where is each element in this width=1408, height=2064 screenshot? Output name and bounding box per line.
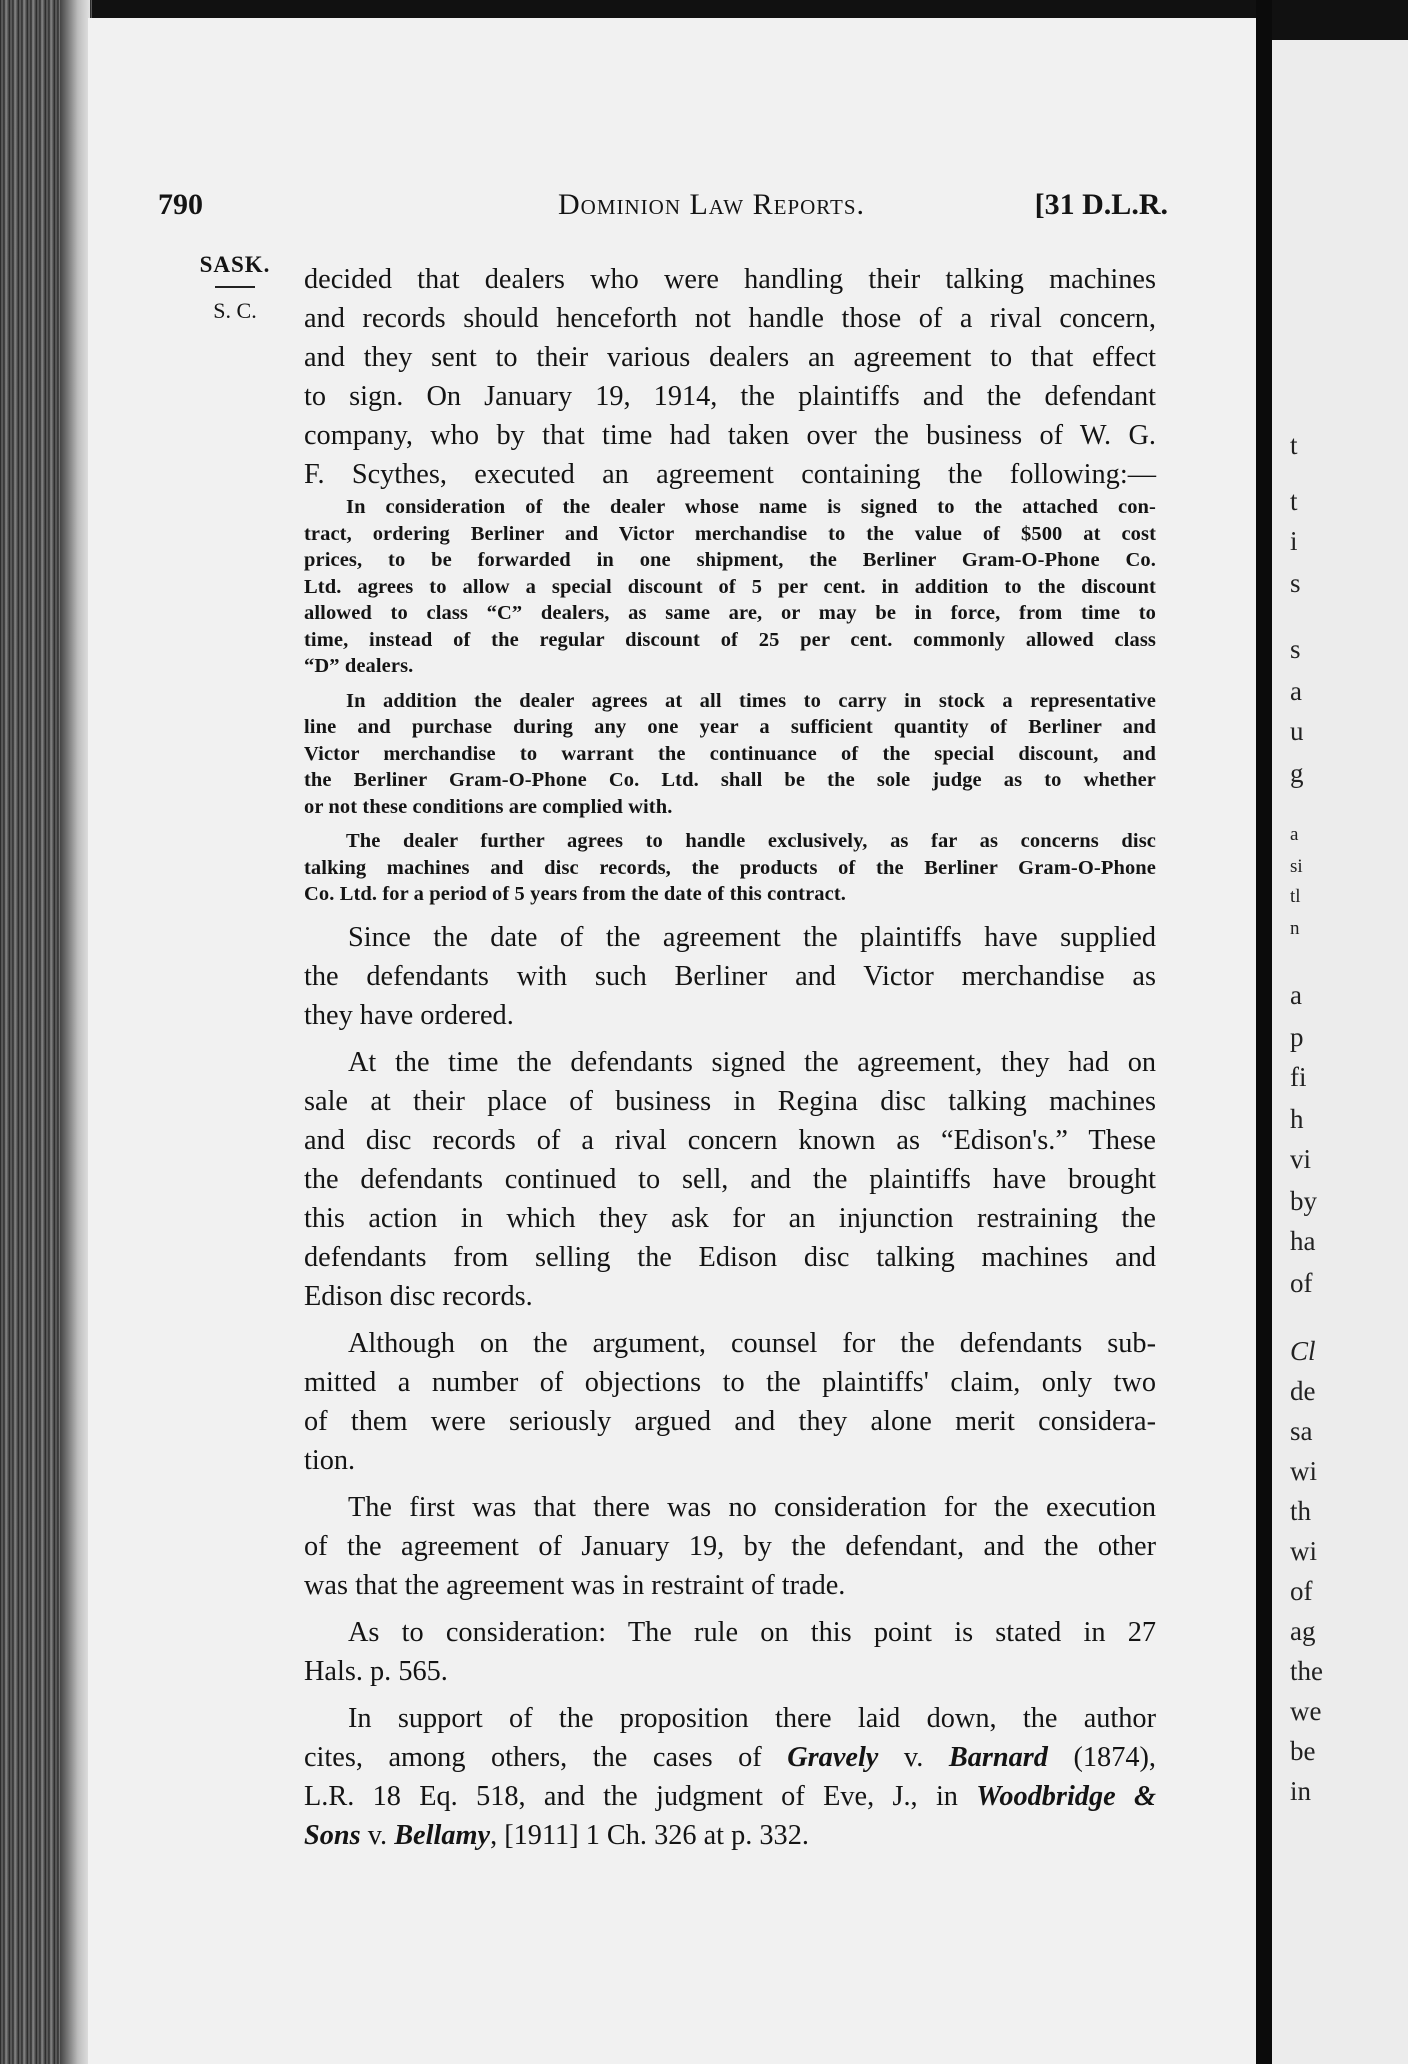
text-line: and disc records of a rival concern known as “Edison's.” These (304, 1124, 1156, 1156)
fragment-line: i (1290, 526, 1298, 556)
text-line: At the time the defendants signed the agreement, they had on (348, 1046, 1156, 1078)
text-line: decided that dealers who were handling their talking machines (304, 264, 1156, 295)
text-line: mitted a number of objections to the plaintiffs' claim, only two (304, 1366, 1156, 1398)
quote-line: or not these conditions are complied with. (304, 795, 673, 818)
quote-line: In addition the dealer agrees at all times to carry in stock a representative (346, 689, 1156, 712)
fragment-line: h (1290, 1104, 1304, 1134)
fragment-line: n (1290, 918, 1300, 939)
text-line-with-case-names (304, 1816, 1156, 1855)
quote-line: tract, ordering Berliner and Victor merchandise to the value of $500 at cost (304, 522, 1156, 545)
text-line: defendants from selling the Edison disc talking machines and (304, 1241, 1156, 1273)
quote-line: allowed to class “C” dealers, as same are, or may be in force, from time to (304, 602, 1156, 624)
fragment-line: de (1290, 1376, 1316, 1406)
quote-line: Co. Ltd. for a period of 5 years from the date of this contract. (304, 883, 846, 905)
case-party-name: Gravely (787, 1741, 879, 1773)
text-line: the defendants continued to sell, and the plaintiffs have brought (304, 1163, 1156, 1195)
text-line: and they sent to their various dealers an agreement to that effect (304, 342, 1156, 373)
quote-line: Ltd. agrees to allow a special discount of 5 per cent. in addition to the discount (304, 575, 1156, 598)
page-edge-shadow (60, 0, 90, 2064)
text-line: they have ordered. (304, 999, 514, 1031)
running-header (158, 188, 1168, 228)
fragment-line: s (1290, 634, 1301, 664)
fragment-line: ag (1290, 1616, 1316, 1646)
margin-notes (190, 252, 280, 324)
fragment-line: a (1290, 676, 1302, 706)
case-party-name: Woodbridge & (976, 1780, 1156, 1812)
fragment-line: th (1290, 1496, 1312, 1526)
fragment-line: wi (1290, 1456, 1317, 1486)
adjacent-page-fragment (1272, 40, 1408, 2064)
fragment-line: Cl (1290, 1336, 1316, 1366)
fragment-line: of (1290, 1268, 1313, 1298)
fragment-line: ha (1290, 1226, 1316, 1256)
fragment-line: of (1290, 1576, 1313, 1606)
text-line: F. Scythes, executed an agreement containing the following:— (304, 459, 1156, 490)
fragment-line: wi (1290, 1536, 1317, 1566)
text-line: of the agreement of January 19, by the defendant, and the other (304, 1530, 1156, 1562)
gutter-shadow (1256, 0, 1272, 2064)
text-line: Although on the argument, counsel for the defendants sub- (348, 1327, 1156, 1359)
text-line: the defendants with such Berliner and Victor merchandise as (304, 960, 1156, 992)
text-line: to sign. On January 19, 1914, the plaintiffs and the defendant (304, 381, 1156, 412)
fragment-line: t (1290, 486, 1298, 516)
text-line: company, who by that time had taken over the business of W. G. (304, 420, 1156, 451)
text-line-with-case-names (304, 1738, 1156, 1777)
fragment-line: by (1290, 1186, 1317, 1216)
province-note: SASK. (199, 252, 271, 277)
fragment-line: t (1290, 430, 1298, 460)
fragment-line: a (1290, 980, 1302, 1010)
body-text (304, 260, 1156, 1855)
fragment-line: tl (1290, 886, 1301, 907)
page-number: 790 (158, 188, 203, 221)
fragment-line: vi (1290, 1144, 1312, 1174)
quote-line: talking machines and disc records, the products of the Berliner Gram-O-Phone (304, 856, 1156, 879)
fragment-line: s (1290, 568, 1301, 598)
fragment-line: we (1290, 1696, 1322, 1726)
text-line: Edison disc records. (304, 1280, 533, 1312)
volume-reference: [31 D.L.R. (1034, 188, 1168, 221)
fragment-line: be (1290, 1736, 1316, 1766)
text-run: cites, among others, the cases of (304, 1741, 788, 1773)
text-line: The first was that there was no consideration for the execution (348, 1491, 1156, 1523)
text-line: of them were seriously argued and they alone merit considera- (304, 1405, 1156, 1437)
text-run: , [1911] 1 Ch. 326 at p. 332. (490, 1819, 809, 1851)
case-party-name: Bellamy (394, 1819, 491, 1851)
text-line: In support of the proposition there laid down, the author (348, 1702, 1156, 1734)
text-line: Hals. p. 565. (304, 1655, 448, 1687)
quote-line: The dealer further agrees to handle exclusively, as far as concerns disc (346, 830, 1156, 852)
fragment-line: si (1290, 856, 1303, 877)
fragment-line: g (1290, 758, 1304, 788)
fragment-line: in (1290, 1776, 1312, 1806)
quote-line: “D” dealers. (304, 655, 414, 677)
text-line: this action in which they ask for an injunction restraining the (304, 1202, 1156, 1234)
fragment-line: u (1290, 716, 1304, 746)
running-title: Dominion Law Reports. (558, 188, 866, 221)
fragment-line: sa (1290, 1416, 1313, 1446)
fragment-line: the (1290, 1656, 1323, 1686)
quote-line: line and purchase during any one year a sufficient quantity of Berliner and (304, 716, 1156, 738)
fragment-line: fi (1290, 1062, 1307, 1092)
fragment-line: a (1290, 824, 1299, 845)
text-run: v. (360, 1819, 395, 1851)
text-line: and records should henceforth not handle those of a rival concern, (304, 303, 1156, 334)
quote-line: In consideration of the dealer whose name is signed to the attached con- (346, 496, 1156, 518)
margin-rule (215, 286, 255, 288)
text-line: As to consideration: The rule on this point is stated in 27 (348, 1616, 1156, 1648)
quote-line: prices, to be forwarded in one shipment, the Berliner Gram-O-Phone Co. (304, 549, 1156, 571)
text-run: (1874), (1047, 1741, 1156, 1773)
text-run: v. (878, 1741, 949, 1773)
court-note: S. C. (213, 298, 257, 323)
fragment-line: p (1290, 1022, 1304, 1052)
case-party-name: Sons (304, 1819, 361, 1851)
text-line: Since the date of the agreement the plaintiffs have supplied (348, 921, 1156, 953)
text-line: sale at their place of business in Regina disc talking machines (304, 1085, 1156, 1117)
text-line: was that the agreement was in restraint of trade. (304, 1569, 846, 1601)
quote-line: time, instead of the regular discount of 25 per cent. commonly allowed class (304, 628, 1156, 651)
text-line: tion. (304, 1444, 356, 1476)
text-run: L.R. 18 Eq. 518, and the judgment of Eve, J., in (304, 1780, 977, 1812)
text-line-with-case-names (304, 1777, 1156, 1816)
quote-line: Victor merchandise to warrant the continuance of the special discount, and (304, 742, 1156, 765)
quote-line: the Berliner Gram-O-Phone Co. Ltd. shall be the sole judge as to whether (304, 769, 1156, 791)
case-party-name: Barnard (948, 1741, 1048, 1773)
